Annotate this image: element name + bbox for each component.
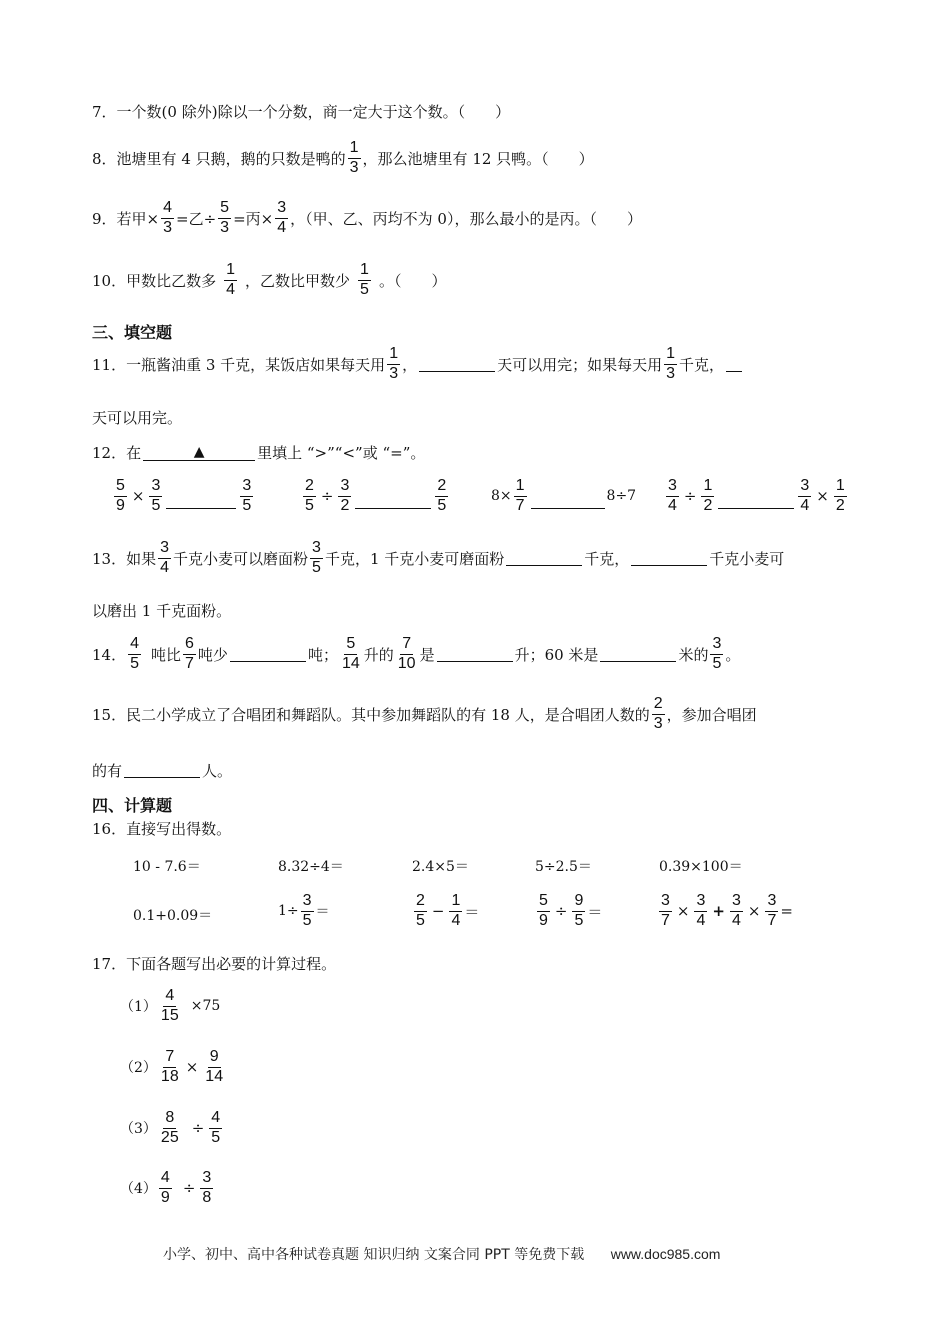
denominator: 3 bbox=[349, 158, 359, 176]
fraction bbox=[664, 346, 677, 383]
question-number: 12． bbox=[92, 444, 127, 462]
denominator: 2 bbox=[835, 496, 845, 514]
question-text: 升；60 米是 bbox=[514, 645, 599, 664]
answer-blank[interactable] bbox=[355, 494, 431, 509]
fraction bbox=[301, 893, 314, 930]
answer-blank[interactable] bbox=[531, 494, 605, 509]
denominator: 4 bbox=[160, 558, 170, 576]
fraction bbox=[414, 893, 427, 930]
fraction bbox=[396, 636, 418, 673]
question-number: 8． bbox=[92, 149, 117, 168]
calc-item bbox=[412, 893, 479, 930]
denominator: 10 bbox=[397, 654, 416, 672]
compare-expression-3 bbox=[491, 478, 636, 515]
problem-label: （3） bbox=[120, 1121, 157, 1138]
question-text: 人。 bbox=[202, 762, 233, 780]
operator: ÷ bbox=[554, 902, 568, 921]
operator: × bbox=[747, 902, 761, 921]
fraction bbox=[338, 478, 351, 515]
denominator: 5 bbox=[151, 496, 161, 514]
question-17 bbox=[92, 953, 336, 974]
question-text: 若甲× bbox=[116, 209, 160, 228]
fraction bbox=[128, 636, 141, 673]
denominator: 25 bbox=[160, 1128, 179, 1146]
denominator: 5 bbox=[574, 911, 584, 929]
fraction bbox=[710, 636, 723, 673]
numerator: 1 bbox=[224, 262, 237, 281]
numerator: 3 bbox=[730, 893, 743, 912]
question-text: 米的 bbox=[678, 645, 709, 664]
answer-blank[interactable] bbox=[726, 357, 742, 372]
operator: ÷ bbox=[191, 1119, 205, 1138]
numerator: 1 bbox=[387, 346, 400, 365]
expression-text: = bbox=[780, 902, 793, 921]
operator: × bbox=[131, 487, 145, 506]
fraction bbox=[348, 140, 361, 177]
question-text: 下面各题写出必要的计算过程。 bbox=[126, 955, 337, 973]
numerator: 3 bbox=[310, 540, 323, 559]
question-number: 7． bbox=[92, 103, 117, 121]
fraction bbox=[303, 478, 316, 515]
denominator: 14 bbox=[205, 1067, 224, 1085]
answer-blank[interactable] bbox=[600, 647, 676, 662]
denominator: 5 bbox=[130, 654, 139, 672]
operator: × bbox=[816, 487, 829, 506]
denominator: 4 bbox=[731, 911, 741, 929]
operator: + bbox=[712, 902, 725, 921]
numerator: 4 bbox=[159, 1170, 172, 1189]
fraction bbox=[159, 1170, 172, 1207]
question-text: =乙÷ bbox=[176, 209, 217, 228]
answer-blank[interactable] bbox=[506, 551, 582, 566]
denominator: 4 bbox=[451, 911, 461, 929]
numerator: 4 bbox=[161, 200, 174, 219]
section-heading-calculation: 四、计算题 bbox=[92, 796, 173, 815]
denominator: 5 bbox=[211, 1128, 221, 1146]
fraction bbox=[114, 478, 127, 515]
fraction bbox=[572, 893, 585, 930]
fraction bbox=[209, 1110, 222, 1147]
numerator: 3 bbox=[301, 893, 314, 912]
question-text: 一个数(0 除外)除以一个分数，商一定大于这个数。（ ） bbox=[116, 103, 511, 121]
denominator: 5 bbox=[305, 496, 314, 514]
question-text: 吨比 bbox=[151, 645, 182, 664]
question-text: 千克， bbox=[679, 355, 725, 374]
question-number: 10． bbox=[92, 271, 127, 290]
operator: × bbox=[185, 1058, 199, 1077]
question-text: 。 bbox=[725, 645, 741, 664]
question-text: 是 bbox=[419, 645, 435, 664]
denominator: 2 bbox=[340, 496, 350, 514]
numerator: 4 bbox=[163, 988, 176, 1007]
question-number: 13． bbox=[92, 549, 127, 568]
question-text: 天可以用完；如果每天用 bbox=[497, 355, 663, 374]
answer-blank[interactable] bbox=[166, 494, 236, 509]
numerator: 3 bbox=[240, 478, 253, 497]
numerator: 3 bbox=[694, 893, 707, 912]
question-text: ，（甲、乙、丙均不为 0），那么最小的是丙。（ ） bbox=[290, 209, 642, 228]
fraction bbox=[310, 540, 323, 577]
denominator: 4 bbox=[277, 218, 287, 236]
calc-item: 5÷2.5＝ bbox=[535, 859, 592, 875]
expression-text: ×75 bbox=[190, 998, 221, 1015]
denominator: 2 bbox=[703, 496, 713, 514]
denominator: 5 bbox=[302, 911, 312, 929]
calc-item bbox=[278, 893, 330, 930]
question-13 bbox=[92, 540, 784, 577]
expression-text: 8÷7 bbox=[606, 488, 637, 505]
question-12 bbox=[92, 442, 425, 463]
question-7 bbox=[92, 101, 510, 122]
answer-blank[interactable] bbox=[631, 551, 707, 566]
answer-blank[interactable] bbox=[718, 494, 794, 509]
question-text: 池塘里有 4 只鹅，鹅的只数是鸭的 bbox=[116, 149, 346, 168]
denominator: 5 bbox=[437, 496, 447, 514]
question-text: 民二小学成立了合唱团和舞蹈队。其中参加舞蹈队的有 18 人，是合唱团人数的 bbox=[126, 705, 650, 724]
denominator: 7 bbox=[515, 496, 525, 514]
question-text: 直接写出得数。 bbox=[126, 820, 232, 838]
calc-problem-4 bbox=[120, 1170, 215, 1207]
denominator: 5 bbox=[312, 558, 321, 576]
question-text: 千克，1 千克小麦可磨面粉 bbox=[324, 549, 505, 568]
numerator: 1 bbox=[449, 893, 462, 912]
numerator: 1 bbox=[348, 140, 361, 159]
numerator: 3 bbox=[158, 540, 171, 559]
expression-text: ＝ bbox=[587, 902, 603, 921]
question-text: ，参加合唱团 bbox=[666, 705, 757, 724]
fraction bbox=[449, 893, 462, 930]
fraction bbox=[358, 262, 371, 299]
numerator: 5 bbox=[537, 893, 550, 912]
fraction bbox=[834, 478, 847, 515]
footer-text: 小学、初中、高中各种试卷真题 知识归纳 文案合同 PPT 等免费下载 bbox=[163, 1247, 585, 1263]
calc-item: 0.1+0.09＝ bbox=[133, 908, 213, 924]
fraction bbox=[666, 478, 679, 515]
numerator: 3 bbox=[798, 478, 811, 497]
numerator: 7 bbox=[400, 636, 413, 655]
triangle-icon: ▲ bbox=[193, 444, 205, 460]
question-text: ，乙数比甲数少 bbox=[245, 271, 351, 290]
numerator: 1 bbox=[358, 262, 371, 281]
expression-text: ＝ bbox=[315, 904, 330, 921]
numerator: 5 bbox=[344, 636, 357, 655]
expression-text: ＝ bbox=[464, 902, 480, 921]
calc-problem-3 bbox=[120, 1110, 224, 1147]
denominator: 4 bbox=[800, 496, 810, 514]
page-footer bbox=[163, 1244, 720, 1264]
fraction bbox=[798, 478, 811, 515]
denominator: 18 bbox=[160, 1067, 179, 1085]
question-text: 千克， bbox=[584, 549, 630, 568]
example-blank bbox=[143, 444, 255, 461]
numerator: 8 bbox=[163, 1110, 176, 1129]
denominator: 5 bbox=[416, 911, 425, 929]
fraction bbox=[694, 893, 707, 930]
question-text: 千克小麦可 bbox=[709, 549, 785, 568]
fraction bbox=[159, 1049, 181, 1086]
denominator: 9 bbox=[160, 1188, 170, 1206]
numerator: 6 bbox=[183, 636, 196, 655]
denominator: 3 bbox=[220, 218, 230, 236]
numerator: 1 bbox=[514, 478, 527, 497]
denominator: 5 bbox=[360, 280, 369, 298]
operator: ÷ bbox=[683, 487, 697, 506]
question-text: 甲数比乙数多 bbox=[126, 271, 217, 290]
fraction bbox=[514, 478, 527, 515]
denominator: 15 bbox=[160, 1006, 179, 1024]
fraction bbox=[537, 893, 550, 930]
question-text: 一瓶酱油重 3 千克，某饭店如果每天用 bbox=[126, 355, 386, 374]
denominator: 9 bbox=[539, 911, 548, 929]
denominator: 3 bbox=[389, 364, 399, 382]
calc-problem-1 bbox=[120, 988, 220, 1025]
numerator: 4 bbox=[209, 1110, 222, 1129]
section-heading-fill-in: 三、填空题 bbox=[92, 323, 173, 342]
calc-item bbox=[535, 893, 602, 930]
numerator: 5 bbox=[114, 478, 127, 497]
expression-text: 8× bbox=[491, 488, 512, 505]
fraction bbox=[340, 636, 362, 673]
denominator: 5 bbox=[712, 654, 722, 672]
fraction bbox=[701, 478, 714, 515]
compare-expression-4 bbox=[664, 478, 849, 515]
fraction bbox=[730, 893, 743, 930]
denominator: 4 bbox=[696, 911, 706, 929]
fraction bbox=[435, 478, 448, 515]
question-text: 升的 bbox=[363, 645, 394, 664]
question-text: 在 bbox=[126, 444, 142, 462]
question-number: 14． bbox=[92, 645, 127, 664]
denominator: 3 bbox=[653, 714, 663, 732]
numerator: 3 bbox=[200, 1170, 213, 1189]
question-text: ，那么池塘里有 12 只鸭。（ ） bbox=[362, 149, 594, 168]
denominator: 7 bbox=[185, 654, 194, 672]
question-text: 千克小麦可以磨面粉 bbox=[173, 549, 309, 568]
fraction bbox=[765, 893, 778, 930]
question-11-line2: 天可以用完。 bbox=[92, 409, 183, 427]
fraction bbox=[159, 1110, 181, 1147]
calc-item: 0.39×100＝ bbox=[659, 859, 743, 875]
question-10 bbox=[92, 262, 446, 299]
fraction bbox=[387, 346, 400, 383]
fraction bbox=[652, 696, 665, 733]
numerator: 7 bbox=[163, 1049, 176, 1068]
question-9 bbox=[92, 200, 642, 237]
numerator: 1 bbox=[664, 346, 677, 365]
question-16 bbox=[92, 818, 231, 839]
question-14 bbox=[92, 636, 740, 673]
denominator: 8 bbox=[202, 1188, 212, 1206]
numerator: 3 bbox=[666, 478, 679, 497]
calc-item: 8.32÷4＝ bbox=[278, 859, 344, 875]
operator: ÷ bbox=[182, 1179, 196, 1198]
answer-blank[interactable] bbox=[124, 763, 200, 778]
denominator: 7 bbox=[767, 911, 777, 929]
problem-label: （2） bbox=[120, 1060, 157, 1077]
numerator: 9 bbox=[572, 893, 585, 912]
denominator: 14 bbox=[341, 654, 360, 672]
question-text: 吨； bbox=[307, 645, 338, 664]
fraction bbox=[203, 1049, 225, 1086]
numerator: 9 bbox=[208, 1049, 221, 1068]
calc-item: 10 - 7.6＝ bbox=[133, 859, 201, 875]
numerator: 2 bbox=[435, 478, 448, 497]
operator: ÷ bbox=[320, 487, 334, 506]
question-text: =丙× bbox=[233, 209, 274, 228]
calc-item bbox=[657, 893, 793, 930]
expression-text: 1÷ bbox=[278, 903, 299, 920]
fraction bbox=[161, 200, 174, 237]
question-text: 吨少 bbox=[197, 645, 228, 664]
fraction bbox=[240, 478, 253, 515]
question-15-line2 bbox=[92, 760, 232, 781]
numerator: 3 bbox=[149, 478, 162, 497]
question-15 bbox=[92, 696, 757, 733]
question-text: 如果 bbox=[126, 549, 157, 568]
numerator: 3 bbox=[659, 893, 672, 912]
question-number: 9． bbox=[92, 209, 117, 228]
problem-label: （4） bbox=[120, 1181, 157, 1198]
question-text: 。（ ） bbox=[378, 271, 447, 290]
compare-expression-2 bbox=[301, 478, 450, 515]
numerator: 2 bbox=[414, 893, 427, 912]
denominator: 4 bbox=[226, 280, 236, 298]
question-text: 里填上 “>”“<”或 “=”。 bbox=[257, 444, 426, 462]
footer-url[interactable]: www.doc985.com bbox=[610, 1246, 721, 1262]
denominator: 3 bbox=[163, 218, 173, 236]
operator: − bbox=[431, 902, 445, 921]
fraction bbox=[275, 200, 288, 237]
numerator: 1 bbox=[834, 478, 847, 497]
numerator: 2 bbox=[652, 696, 665, 715]
denominator: 3 bbox=[666, 364, 676, 382]
answer-blank[interactable] bbox=[230, 647, 306, 662]
fraction bbox=[659, 893, 672, 930]
question-number: 17． bbox=[92, 955, 127, 973]
fraction bbox=[218, 200, 231, 237]
fraction bbox=[183, 636, 196, 673]
question-text: 的有 bbox=[92, 762, 123, 780]
numerator: 3 bbox=[710, 636, 723, 655]
denominator: 5 bbox=[242, 496, 252, 514]
numerator: 3 bbox=[765, 893, 778, 912]
operator: × bbox=[676, 902, 690, 921]
fraction bbox=[158, 540, 171, 577]
compare-expression-1 bbox=[112, 478, 255, 515]
denominator: 4 bbox=[668, 496, 677, 514]
fraction bbox=[224, 262, 237, 299]
question-text: ， bbox=[402, 355, 418, 374]
question-13-line2: 以磨出 1 千克面粉。 bbox=[92, 602, 232, 620]
fraction bbox=[149, 478, 162, 515]
fraction bbox=[159, 988, 181, 1025]
denominator: 7 bbox=[661, 911, 670, 929]
numerator: 3 bbox=[338, 478, 351, 497]
answer-blank[interactable] bbox=[437, 647, 513, 662]
question-8 bbox=[92, 140, 594, 177]
question-number: 15． bbox=[92, 705, 127, 724]
fraction bbox=[200, 1170, 213, 1207]
numerator: 5 bbox=[218, 200, 231, 219]
calc-item: 2.4×5＝ bbox=[412, 859, 469, 875]
question-11 bbox=[92, 346, 744, 383]
numerator: 2 bbox=[303, 478, 316, 497]
denominator: 9 bbox=[116, 496, 125, 514]
question-number: 16． bbox=[92, 820, 127, 838]
numerator: 3 bbox=[275, 200, 288, 219]
problem-label: （1） bbox=[120, 999, 157, 1016]
answer-blank[interactable] bbox=[419, 357, 495, 372]
calc-problem-2 bbox=[120, 1049, 227, 1086]
question-number: 11． bbox=[92, 355, 127, 374]
numerator: 1 bbox=[701, 478, 714, 497]
numerator: 4 bbox=[128, 636, 141, 655]
